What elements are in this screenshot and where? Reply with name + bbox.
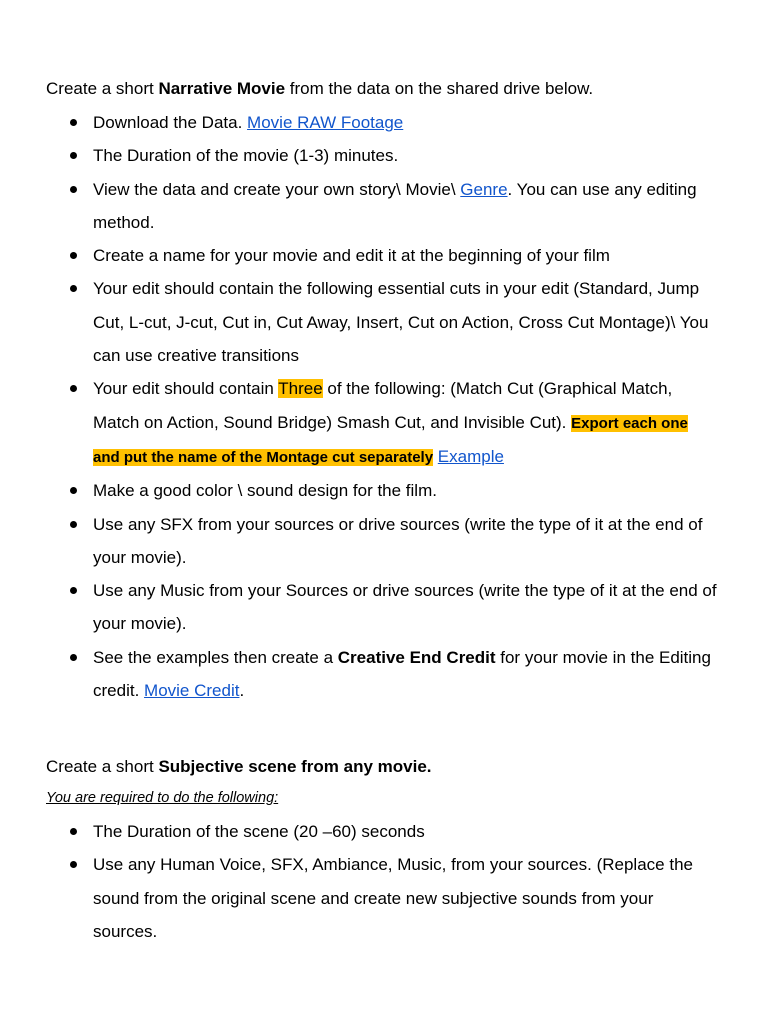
list-item-color-sound xyxy=(0,474,718,507)
intro-text-end: from the data on the shared drive below. xyxy=(285,79,594,98)
item-text: The Duration of the movie (1-3) minutes. xyxy=(93,146,399,166)
bullet-icon xyxy=(70,587,77,594)
bullet-icon xyxy=(70,521,77,528)
bullet-icon xyxy=(70,252,77,259)
item-text-mid: for your movie in the Editing credit. xyxy=(93,647,711,701)
section1-intro xyxy=(46,79,593,99)
highlight-three: Three xyxy=(278,379,323,399)
example-link[interactable]: Example xyxy=(437,446,504,466)
intro-text: Create a short xyxy=(46,757,159,776)
item-text-mid: of the following: (Match Cut (Graphical Match, Match on Action, Sound Bridge) Smash Cut, and Invisible Cut). xyxy=(93,379,673,432)
list-item-music xyxy=(0,574,718,641)
list-item-download xyxy=(0,106,718,139)
section1-list xyxy=(0,106,718,707)
list-item-view-data xyxy=(0,173,718,240)
genre-link[interactable]: Genre xyxy=(460,179,508,199)
required-subheading: You are required to do the following: xyxy=(46,790,279,806)
list-item-three-cuts xyxy=(0,372,718,474)
item-text: Download the Data. xyxy=(93,113,248,132)
bullet-icon xyxy=(70,828,77,835)
item-text: Use any Human Voice, SFX, Ambiance, Music, from your sources. (Replace the sound from the original scene and create new subjective sounds from your sources. xyxy=(93,855,693,941)
bullet-icon xyxy=(70,152,77,159)
bold-creative-end-credit: Creative End Credit xyxy=(337,647,496,667)
list-item-duration xyxy=(0,139,718,172)
bullet-icon xyxy=(70,285,77,292)
movie-raw-footage-link[interactable]: Movie RAW Footage xyxy=(247,113,404,132)
item-text: See the examples then create a xyxy=(93,647,338,667)
list-item-scene-duration xyxy=(0,815,718,848)
list-item-sfx xyxy=(0,508,718,575)
intro-text: Create a short xyxy=(46,79,159,98)
item-text: Make a good color \ sound design for the film. xyxy=(93,481,437,501)
bullet-icon xyxy=(70,119,77,126)
bullet-icon xyxy=(70,654,77,661)
item-text-end: . You can use any editing method. xyxy=(93,179,697,232)
list-item-movie-name xyxy=(0,239,718,272)
movie-credit-link[interactable]: Movie Credit xyxy=(144,681,240,701)
section2-intro xyxy=(46,757,432,777)
list-item-essential-cuts xyxy=(0,272,718,372)
bullet-icon xyxy=(70,487,77,494)
item-text: Use any Music from your Sources or drive sources (write the type of it at the end of your movie). xyxy=(93,581,717,634)
list-item-end-credit xyxy=(0,641,718,708)
highlight-export-note: Export each one and put the name of the Montage cut separately xyxy=(93,414,688,466)
bullet-icon xyxy=(70,385,77,392)
list-item-sound-replace xyxy=(0,848,718,948)
item-text: Create a name for your movie and edit it at the beginning of your film xyxy=(93,246,610,266)
item-text: The Duration of the scene (20 –60) seconds xyxy=(93,822,425,841)
bullet-icon xyxy=(70,861,77,868)
bullet-icon xyxy=(70,186,77,193)
item-text: Your edit should contain xyxy=(93,379,279,399)
item-text: Your edit should contain the following essential cuts in your edit (Standard, Jump Cut, L-cut, J-cut, Cut in, Cut Away, Insert, Cut on Action, Cross Cut Montage)\ You can use creative transitions xyxy=(93,279,709,366)
section2-list xyxy=(0,815,718,948)
intro-bold-subjective-scene: Subjective scene from any movie. xyxy=(158,757,432,776)
intro-bold-narrative-movie: Narrative Movie xyxy=(158,79,286,98)
item-text-end: . xyxy=(239,681,245,701)
item-text: Use any SFX from your sources or drive sources (write the type of it at the end of your movie). xyxy=(93,514,703,567)
item-text: View the data and create your own story\ Movie\ xyxy=(93,179,461,199)
